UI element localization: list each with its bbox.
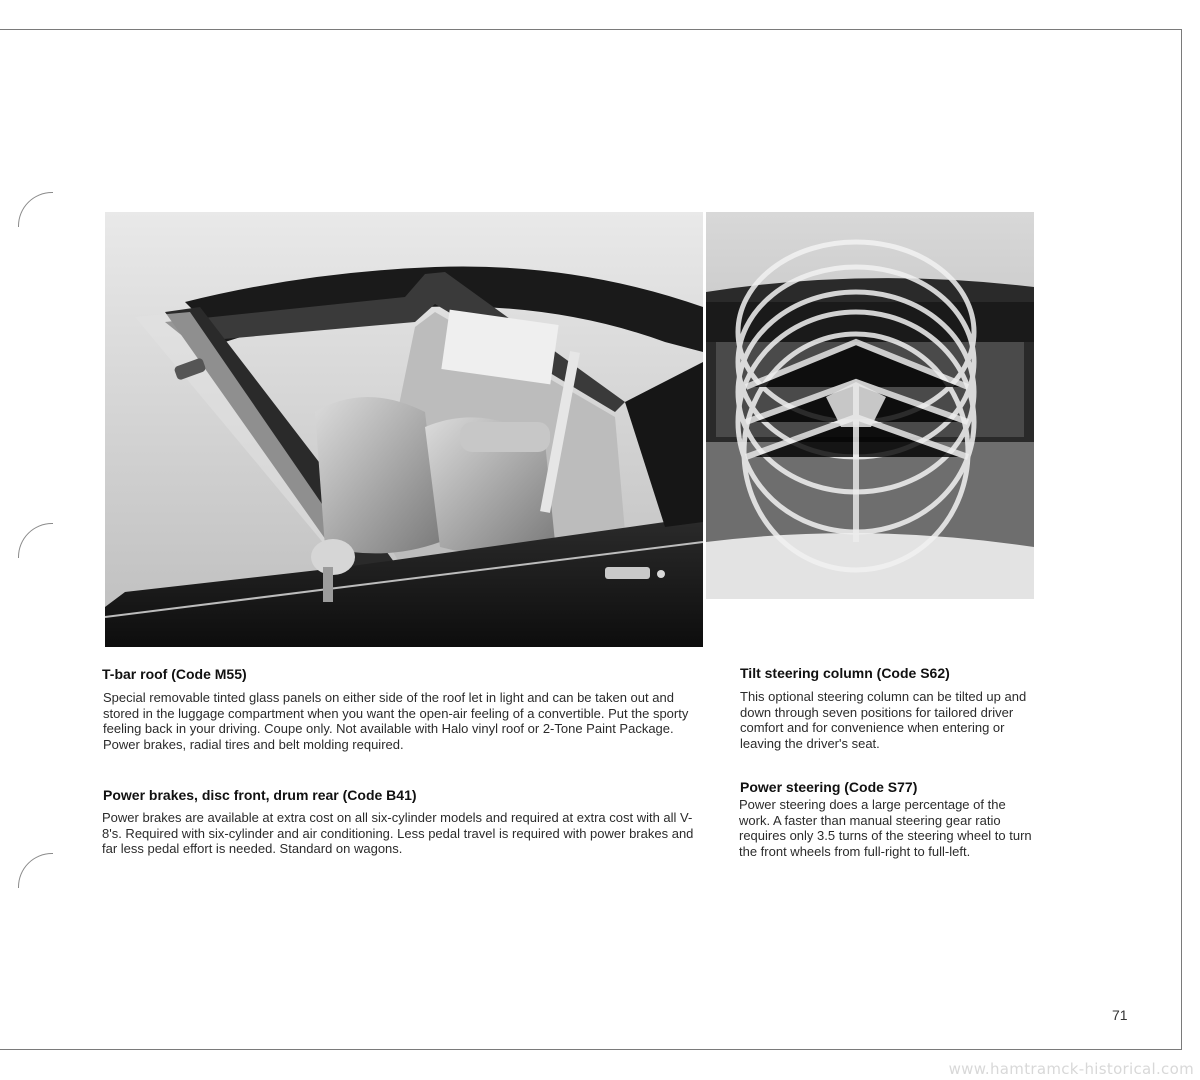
binder-hole-bottom [18,853,53,888]
binder-hole-top [18,192,53,227]
tilt-steering-photo [706,212,1034,599]
bottom-border-rule [0,1049,1182,1050]
power-steering-heading: Power steering (Code S77) [740,779,918,795]
t-bar-roof-illustration [105,212,703,647]
page-number: 71 [1112,1007,1128,1023]
binder-hole-middle [18,523,53,558]
watermark: www.hamtramck-historical.com [948,1060,1194,1078]
t-bar-roof-photo [105,212,703,647]
power-brakes-heading: Power brakes, disc front, drum rear (Code B41) [103,787,417,803]
tilt-steering-heading: Tilt steering column (Code S62) [740,665,950,681]
power-brakes-description: Power brakes are available at extra cost on all six-cylinder models and required at extra cost with all V-8's. Required with six-cylinder and air conditioning. Less pedal travel is required with power brakes and far less pedal effort is needed. Standard on wagons. [102,810,694,856]
right-border-rule [1181,29,1182,1050]
power-steering-description: Power steering does a large percentage of the work. A faster than manual steering gear ratio requires only 3.5 turns of the steering wheel to turn the front wheels from full-right to full-left. [739,797,1032,859]
t-bar-roof-description: Special removable tinted glass panels on either side of the roof let in light and can be taken out and stored in the luggage compartment when you want the open-air feeling of a convertible. Put the sporty feeling back in your driving. Coupe only. Not available with Halo vinyl roof or 2-Tone Paint Package. Power brakes, radial tires and belt molding required. [103,690,689,752]
t-bar-roof-heading: T-bar roof (Code M55) [102,666,247,682]
tilt-steering-illustration [706,212,1034,599]
tilt-steering-description: This optional steering column can be tilted up and down through seven positions for tailored driver comfort and for convenience when entering or leaving the driver's seat. [740,689,1027,751]
top-border-rule [0,29,1182,30]
